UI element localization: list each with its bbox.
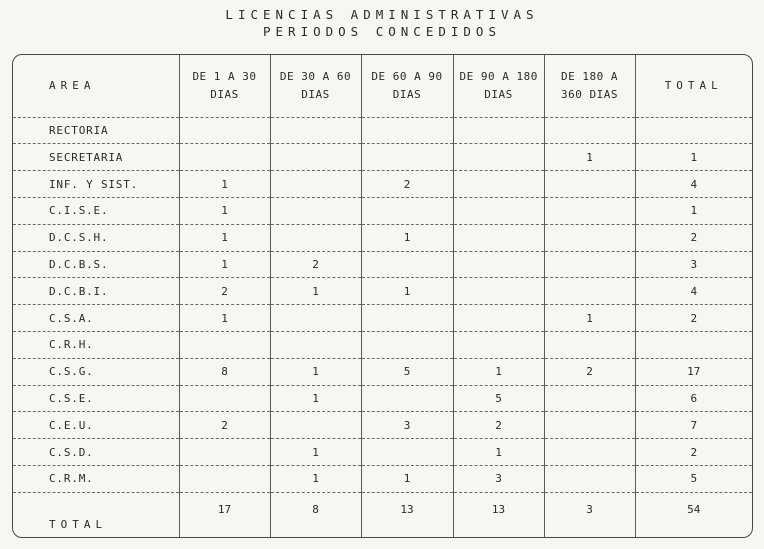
- cell-total: [635, 117, 752, 144]
- cell-1-30: 1: [179, 171, 270, 198]
- cell-area: C.S.G.: [13, 358, 179, 385]
- cell-90-180: 1: [453, 358, 544, 385]
- header-area: AREA: [13, 55, 179, 117]
- cell-30-60-total: 8: [270, 492, 361, 537]
- cell-60-90: 1: [361, 278, 453, 305]
- header-1-30-days: [179, 55, 270, 117]
- cell-total: 4: [635, 171, 752, 198]
- table-body: [13, 117, 752, 537]
- header-60-90-days: [361, 55, 453, 117]
- cell-1-30: 8: [179, 358, 270, 385]
- cell-1-30: 1: [179, 305, 270, 332]
- cell-60-90: [361, 251, 453, 278]
- header-180-360-line1: DE 180 A: [561, 69, 618, 83]
- cell-area: D.C.S.H.: [13, 224, 179, 251]
- cell-area: C.S.D.: [13, 439, 179, 466]
- cell-90-180: 3: [453, 466, 544, 493]
- cell-30-60: 1: [270, 278, 361, 305]
- cell-60-90-total: 13: [361, 492, 453, 537]
- cell-180-360: [544, 278, 635, 305]
- cell-30-60: [270, 117, 361, 144]
- cell-area-total: TOTAL: [13, 492, 179, 537]
- cell-1-30: [179, 439, 270, 466]
- cell-30-60: [270, 412, 361, 439]
- cell-90-180: [453, 117, 544, 144]
- cell-90-180: [453, 278, 544, 305]
- cell-30-60: [270, 224, 361, 251]
- header-30-60-days: [270, 55, 361, 117]
- cell-area: C.I.S.E.: [13, 197, 179, 224]
- header-90-180-line1: DE 90 A 180: [459, 69, 538, 83]
- cell-grand-total: 54: [687, 502, 701, 516]
- cell-total: 7: [635, 412, 752, 439]
- cell-1-30: [179, 144, 270, 171]
- cell-90-180: [453, 332, 544, 359]
- table-row: [13, 385, 752, 412]
- cell-1-30: [179, 117, 270, 144]
- cell-30-60: 1: [270, 439, 361, 466]
- cell-area: D.C.B.S.: [13, 251, 179, 278]
- cell-total: 4: [635, 278, 752, 305]
- cell-total: 2: [635, 439, 752, 466]
- table-row: [13, 439, 752, 466]
- header-1-30-line2: DIAS: [210, 87, 239, 101]
- cell-60-90: [361, 332, 453, 359]
- header-60-90-line1: DE 60 A 90: [371, 69, 443, 83]
- cell-area: D.C.B.I.: [13, 278, 179, 305]
- cell-180-360: [544, 224, 635, 251]
- cell-area: C.R.H.: [13, 332, 179, 359]
- cell-total: 2: [635, 224, 752, 251]
- cell-30-60: 1: [270, 358, 361, 385]
- table-row: [13, 171, 752, 198]
- cell-area: C.S.E.: [13, 385, 179, 412]
- licenses-table-frame: [12, 54, 753, 538]
- header-90-180-line2: DIAS: [484, 87, 513, 101]
- cell-1-30: 2: [179, 412, 270, 439]
- header-30-60-line2: DIAS: [301, 87, 330, 101]
- cell-total: 6: [635, 385, 752, 412]
- cell-area: C.R.M.: [13, 466, 179, 493]
- total-row: [13, 492, 752, 537]
- cell-180-360: [544, 439, 635, 466]
- cell-60-90: [361, 117, 453, 144]
- header-total: TOTAL: [635, 55, 752, 117]
- header-180-360-days: [544, 55, 635, 117]
- cell-60-90: [361, 305, 453, 332]
- cell-60-90: [361, 385, 453, 412]
- cell-60-90: [361, 144, 453, 171]
- cell-90-180: 2: [453, 412, 544, 439]
- cell-180-360: 1: [544, 305, 635, 332]
- cell-60-90: 1: [361, 466, 453, 493]
- cell-180-360: [544, 385, 635, 412]
- title-line-1: LICENCIAS ADMINISTRATIVAS: [225, 7, 539, 22]
- cell-90-180-total: 13: [453, 492, 544, 537]
- header-30-60-line1: DE 30 A 60: [279, 69, 352, 83]
- table-row: [13, 466, 752, 493]
- cell-total: [635, 332, 752, 359]
- cell-area: RECTORIA: [13, 117, 179, 144]
- title-line-2: PERIODOS CONCEDIDOS: [263, 24, 501, 39]
- cell-total: 1: [635, 144, 752, 171]
- cell-area: C.E.U.: [13, 412, 179, 439]
- cell-area: C.S.A.: [13, 305, 179, 332]
- header-180-360-line2: 360 DIAS: [561, 87, 618, 101]
- cell-total: 17: [635, 358, 752, 385]
- cell-60-90: 1: [361, 224, 453, 251]
- header-60-90-line2: DIAS: [392, 87, 422, 101]
- cell-30-60: 1: [270, 466, 361, 493]
- table-row: [13, 144, 752, 171]
- cell-total: 1: [635, 197, 752, 224]
- cell-180-360: 2: [544, 358, 635, 385]
- cell-1-30: 1: [179, 251, 270, 278]
- document-title: [0, 6, 764, 40]
- header-90-180-days: [453, 55, 544, 117]
- cell-180-360: [544, 171, 635, 198]
- cell-1-30: 2: [179, 278, 270, 305]
- cell-90-180: [453, 144, 544, 171]
- table-row: [13, 332, 752, 359]
- cell-1-30: [179, 466, 270, 493]
- cell-180-360: [544, 197, 635, 224]
- cell-60-90: 5: [361, 358, 453, 385]
- cell-1-30: [179, 385, 270, 412]
- table-row: [13, 305, 752, 332]
- cell-180-360: [544, 412, 635, 439]
- cell-90-180: 1: [453, 439, 544, 466]
- cell-60-90: [361, 439, 453, 466]
- table-row: [13, 224, 752, 251]
- cell-90-180: 5: [453, 385, 544, 412]
- cell-30-60: [270, 197, 361, 224]
- cell-90-180: [453, 224, 544, 251]
- table-row: [13, 197, 752, 224]
- table-row: [13, 412, 752, 439]
- table-row: [13, 117, 752, 144]
- cell-total: 5: [635, 466, 752, 493]
- cell-area: INF. Y SIST.: [13, 171, 179, 198]
- cell-90-180: [453, 251, 544, 278]
- cell-180-360: [544, 251, 635, 278]
- cell-area: SECRETARIA: [13, 144, 179, 171]
- cell-90-180: [453, 305, 544, 332]
- licenses-table: [13, 55, 752, 537]
- cell-total: 3: [635, 251, 752, 278]
- cell-30-60: [270, 171, 361, 198]
- cell-30-60: [270, 332, 361, 359]
- cell-90-180: [453, 171, 544, 198]
- cell-30-60: [270, 305, 361, 332]
- cell-180-360-total: 3: [544, 492, 635, 537]
- cell-180-360: [544, 466, 635, 493]
- cell-1-30: [179, 332, 270, 359]
- cell-180-360: [544, 332, 635, 359]
- header-row: [13, 55, 752, 117]
- table-row: [13, 358, 752, 385]
- table-row: [13, 278, 752, 305]
- table-row: [13, 251, 752, 278]
- cell-1-30: 1: [179, 224, 270, 251]
- cell-180-360: [544, 117, 635, 144]
- cell-60-90: [361, 197, 453, 224]
- cell-90-180: [453, 197, 544, 224]
- cell-30-60: 2: [270, 251, 361, 278]
- cell-30-60: [270, 144, 361, 171]
- header-1-30-line1: DE 1 A 30: [192, 69, 257, 83]
- cell-180-360: 1: [544, 144, 635, 171]
- cell-1-30-total: 17: [179, 492, 270, 537]
- cell-1-30: 1: [179, 197, 270, 224]
- cell-60-90: 3: [361, 412, 453, 439]
- cell-total: 2: [635, 305, 752, 332]
- cell-30-60: 1: [270, 385, 361, 412]
- cell-60-90: 2: [361, 171, 453, 198]
